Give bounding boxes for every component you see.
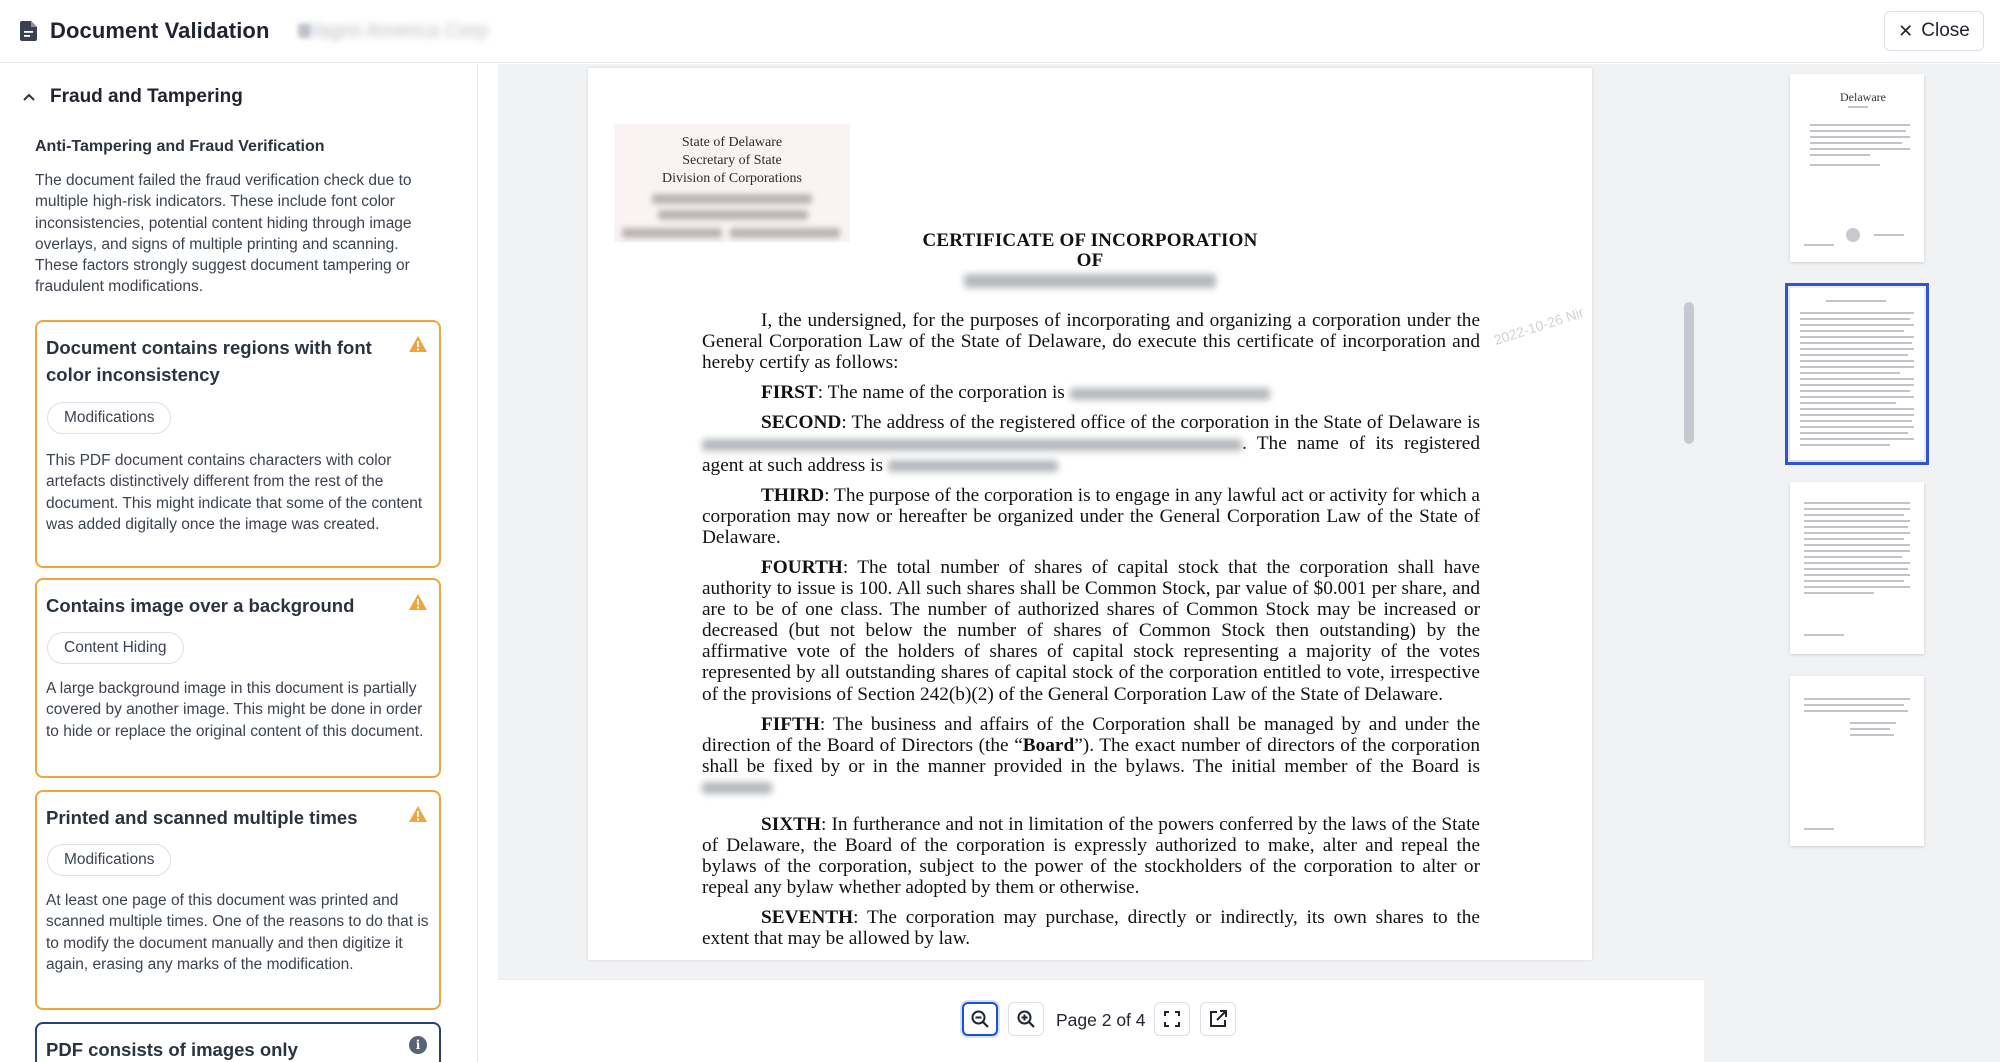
finding-description: This PDF document contains characters with color artefacts distinctively different from the rest of the document. This might indicate that some of the content was added digitally once the image was created. <box>46 452 423 533</box>
stamp-line: Division of Corporations <box>662 171 802 186</box>
finding-card[interactable] <box>35 320 441 568</box>
stamp-line: State of Delaware <box>681 135 783 150</box>
viewer-scrollbar[interactable] <box>1684 302 1694 444</box>
finding-card[interactable] <box>35 790 441 1010</box>
finding-tag: Modifications <box>47 844 171 876</box>
info-icon: i <box>409 1036 427 1054</box>
page-indicator: Page 2 of 4 <box>1056 1010 1146 1030</box>
fifth-paragraph: FIFTH: The business and affairs of the Corporation shall be managed by and under the direction of the Board of Directors (the “Board”). The exact number of directors of the corporation shall be fixed by or in the manner provided in the bylaws. The initial member of the Board is <box>702 714 1480 798</box>
open-external-button[interactable] <box>1200 1002 1236 1036</box>
certificate-title-of: OF <box>1076 250 1104 271</box>
app-header <box>0 0 2000 63</box>
warning-icon <box>409 806 427 822</box>
document-page <box>588 68 1592 960</box>
state-seal-stamp <box>614 124 850 242</box>
finding-description: At least one page of this document was printed and scanned multiple times. One of the reasons to do that is to modify the document manually and then digitize it again, erasing any marks of the modification. <box>46 892 429 973</box>
finding-title: Printed and scanned multiple times <box>46 807 358 828</box>
finding-card[interactable] <box>35 1022 441 1062</box>
fullscreen-button[interactable] <box>1154 1002 1190 1036</box>
sixth-paragraph: SIXTH: In furtherance and not in limitation of the powers conferred by the laws of the State of Delaware, the Board of the corporation is expressly authorized to make, alter and repeal the bylaws of the corporation, subject to the power of the stockholders of the corporation to alter or repeal any bylaw whether adopted by them or otherwise. <box>702 813 1480 899</box>
chevron-up-icon <box>22 90 36 104</box>
close-icon: ✕ <box>1898 21 1914 41</box>
zoom-out-button[interactable] <box>962 1002 998 1036</box>
third-paragraph: THIRD: The purpose of the corporation is to engage in any lawful act or activity for which a corporation may now or hereafter be organized under the General Corporation Law of the State of Delaware. <box>702 484 1480 548</box>
document-viewer <box>498 64 1704 1062</box>
seventh-paragraph: SEVENTH: The corporation may purchase, directly or indirectly, its own shares to the extent that may be allowed by law. <box>702 907 1480 950</box>
zoom-out-icon <box>970 1009 990 1029</box>
page-thumbnail-4[interactable] <box>1790 676 1924 846</box>
company-name: Wagmi America Corp <box>300 20 489 42</box>
page-thumbnail-3[interactable] <box>1790 482 1924 654</box>
first-paragraph: FIRST: The name of the corporation is <box>702 382 1480 403</box>
finding-description: A large background image in this document is partially covered by another image. This might be done in order to hide or replace the original content of this document. <box>46 680 424 740</box>
section-title: Fraud and Tampering <box>50 86 243 107</box>
watermark-text: 2022-10-26 Nir <box>1491 303 1586 349</box>
finding-title: PDF consists of images only <box>46 1039 298 1060</box>
finding-title: Contains image over a background <box>46 595 355 616</box>
section-header-fraud[interactable] <box>22 86 243 108</box>
finding-tag: Modifications <box>47 402 171 434</box>
viewer-toolbar <box>498 979 1704 1062</box>
redacted-company-name <box>964 274 1216 288</box>
page-thumbnail-1[interactable] <box>1790 74 1924 262</box>
intro-paragraph: I, the undersigned, for the purposes of incorporating and organizing a corporation under the General Corporation Law of the State of Delaware, do execute this certificate of incorporation and hereby certify as follows: <box>702 310 1480 374</box>
fourth-paragraph: FOURTH: The total number of shares of capital stock that the corporation shall have authority to issue is 100. All such shares shall be Common Stock, par value of $0.001 per share, and are to be of one class. The number of authorized shares of Common Stock may be increased or decreased (but not below the number of shares of Common Stock then outstanding) by the affirmative vote of the holders of shares of capital stock representing a majority of the votes represented by all outstanding shares of capital stock of the corporation entitled to vote, irrespective of the provisions of Section 242(b)(2) of the General Corporation Law of the State of Delaware. <box>702 556 1480 705</box>
page-thumbnails <box>1704 64 2000 1062</box>
document-body <box>702 310 1480 959</box>
finding-card[interactable] <box>35 578 441 778</box>
warning-icon <box>409 336 427 352</box>
open-external-icon <box>1208 1009 1228 1029</box>
zoom-in-button[interactable] <box>1008 1002 1044 1036</box>
stamp-line: Secretary of State <box>682 153 782 168</box>
warning-icon <box>409 594 427 610</box>
page-title: Document Validation <box>50 18 270 43</box>
subsection-title: Anti-Tampering and Fraud Verification <box>35 138 325 155</box>
validation-sidebar <box>0 64 478 1062</box>
summary-text: The document failed the fraud verification check due to multiple high-risk indicators. These include font color inconsistencies, potential content hiding through image overlays, and signs of multiple printing and scanning. These factors strongly suggest document tampering or fraudulent modifications. <box>35 172 412 296</box>
finding-tag: Content Hiding <box>47 632 184 664</box>
second-paragraph: SECOND: The address of the registered office of the corporation in the State of Delaware is . The name of its registered agent at such address is <box>702 412 1480 476</box>
close-label: Close <box>1921 20 1970 41</box>
document-icon <box>20 21 37 41</box>
close-button[interactable] <box>1884 11 1984 51</box>
certificate-title: CERTIFICATE OF INCORPORATION <box>922 230 1258 251</box>
zoom-in-icon <box>1016 1009 1036 1029</box>
finding-title: Document contains regions with font color inconsistency <box>46 337 372 385</box>
thumbnail-heading: Delaware <box>1840 90 1886 104</box>
fullscreen-icon <box>1162 1009 1182 1029</box>
page-thumbnail-2[interactable] <box>1790 288 1924 460</box>
